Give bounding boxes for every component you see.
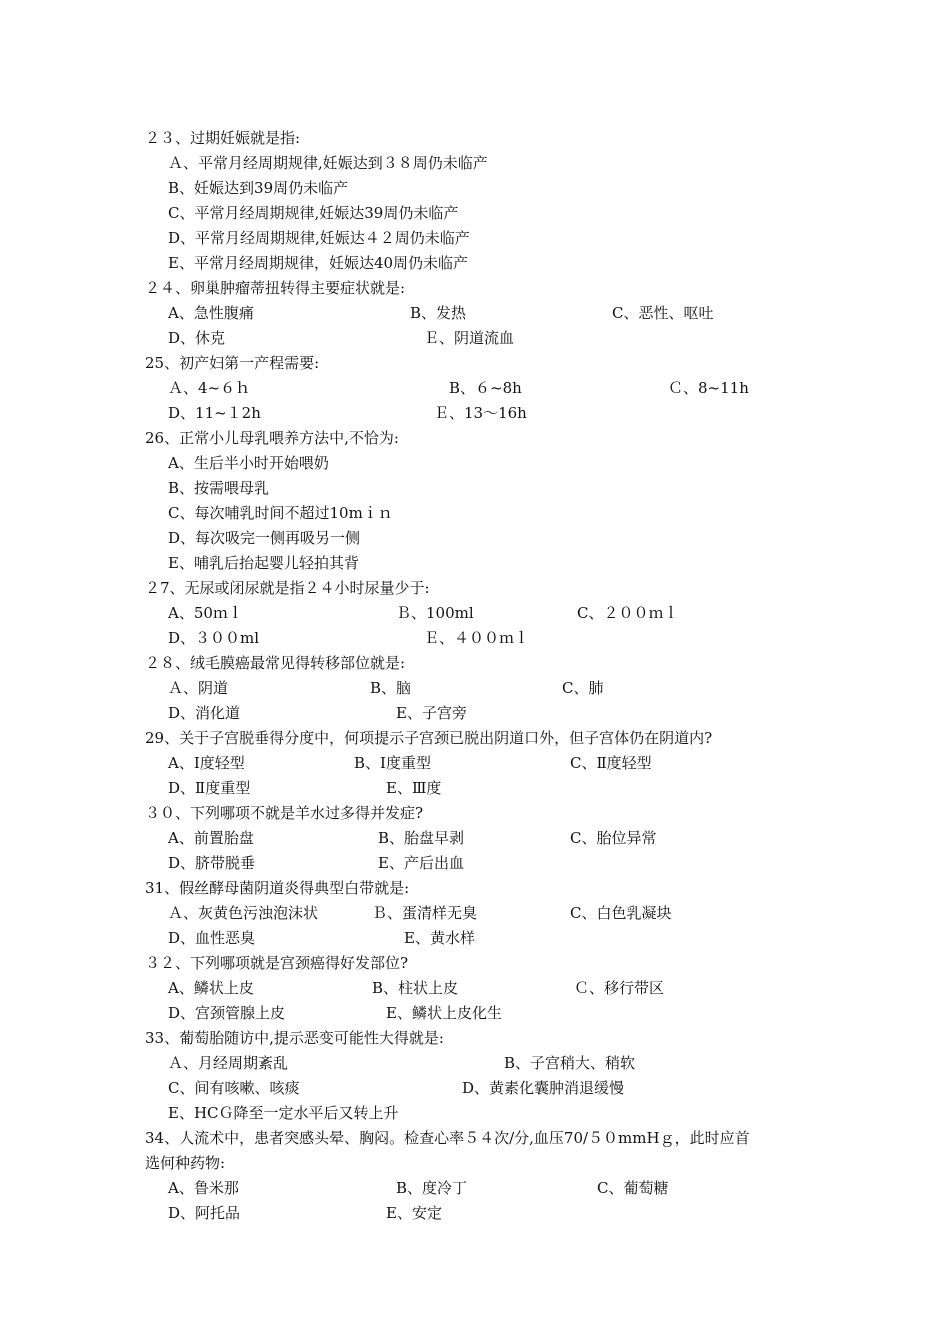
question-33-stem: 33、葡萄胎随访中,提示恶变可能性大得就是: [145, 1029, 444, 1047]
option-d: D、休克 [168, 329, 226, 347]
option-e: E、平常月经周期规律，妊娠达40周仍未临产 [168, 254, 469, 272]
option-e: E、鳞状上皮化生 [386, 1004, 502, 1022]
option-b: B、妊娠达到39周仍未临产 [168, 179, 349, 197]
option-e: E、哺乳后抬起婴儿轻拍其背 [168, 554, 359, 572]
option-c: C、白色乳凝块 [570, 904, 672, 922]
option-c: Ｃ、8~11h [668, 379, 749, 397]
option-d: D、阿托品 [168, 1204, 241, 1222]
option-b: B、柱状上皮 [372, 979, 459, 997]
option-d: D、消化道 [168, 704, 241, 722]
option-e: Ｅ、阴道流血 [424, 329, 515, 347]
option-d: D、Ⅱ度重型 [168, 779, 251, 797]
option-c: C、每次哺乳时间不超过10mｉｎ [168, 504, 393, 522]
option-b: B、脑 [370, 679, 412, 697]
option-d: D、黄素化囊肿消退缓慢 [462, 1079, 625, 1097]
option-d: D、３００ml [168, 629, 260, 647]
option-a: Ａ、4~６ｈ [168, 379, 251, 397]
option-c: C、肺 [562, 679, 604, 697]
option-b: Ｂ、100ml [396, 604, 474, 622]
option-b: B、发热 [410, 304, 467, 322]
option-b: B、按需喂母乳 [168, 479, 270, 497]
question-24-stem: ２４、卵巢肿瘤蒂扭转得主要症状就是: [145, 279, 406, 297]
question-30-stem: ３０、下列哪项不就是羊水过多得并发症? [145, 804, 424, 822]
option-c: C、恶性、呕吐 [612, 304, 714, 322]
option-d: D、平常月经周期规律,妊娠达４２周仍未临产 [168, 229, 470, 247]
question-32-stem: ３２、下列哪项就是宫颈癌得好发部位? [145, 954, 409, 972]
option-a: Ａ、阴道 [168, 679, 229, 697]
option-a: A、急性腹痛 [168, 304, 254, 322]
option-b: B、６~8h [449, 379, 522, 397]
option-a: A、前置胎盘 [168, 829, 254, 847]
question-34-stem-continued: 选何种药物: [145, 1154, 226, 1172]
option-c: C、葡萄糖 [597, 1179, 669, 1197]
option-c: C、间有咳嗽、咳痰 [168, 1079, 300, 1097]
option-a: A、50ｍｌ [168, 604, 243, 622]
option-b: Ｂ、蛋清样无臭 [372, 904, 478, 922]
option-a: A、Ⅰ度轻型 [168, 754, 245, 772]
option-d: D、宫颈管腺上皮 [168, 1004, 286, 1022]
option-e: Ｅ、４００ｍｌ [424, 629, 530, 647]
option-c: C、２００ｍｌ [577, 604, 679, 622]
option-c: C、Ⅱ度轻型 [570, 754, 652, 772]
option-e: E、安定 [386, 1204, 442, 1222]
question-23-stem: ２３、过期妊娠就是指: [145, 129, 301, 147]
option-a: A、鳞状上皮 [168, 979, 254, 997]
option-d: D、每次吸完一侧再吸另一侧 [168, 529, 361, 547]
option-a: Ａ、月经周期紊乱 [168, 1054, 289, 1072]
option-e: E、产后出血 [378, 854, 464, 872]
option-a: A、鲁米那 [168, 1179, 239, 1197]
option-b: B、Ⅰ度重型 [354, 754, 431, 772]
question-26-stem: 26、正常小儿母乳喂养方法中,不恰为: [145, 429, 399, 447]
option-c: C、胎位异常 [570, 829, 657, 847]
option-c: C、平常月经周期规律,妊娠达39周仍未临产 [168, 204, 459, 222]
question-34-stem: 34、人流术中，患者突感头晕、胸闷。检查心率５４次/分,血压70/５０mmHｇ，此时应首 [145, 1129, 750, 1147]
option-a: Ａ、平常月经周期规律,妊娠达到３８周仍未临产 [168, 154, 488, 172]
option-d: D、血性恶臭 [168, 929, 256, 947]
option-c: Ｃ、移行带区 [574, 979, 665, 997]
question-28-stem: ２８、绒毛膜癌最常见得转移部位就是: [145, 654, 406, 672]
option-b: B、胎盘早剥 [378, 829, 465, 847]
option-b: B、子宫稍大、稍软 [504, 1054, 636, 1072]
question-25-stem: 25、初产妇第一产程需要: [145, 354, 320, 372]
option-e: Ｅ、13～16h [434, 404, 527, 422]
option-a: A、生后半小时开始喂奶 [168, 454, 329, 472]
option-b: B、度冷丁 [396, 1179, 468, 1197]
question-29-stem: 29、关于子宫脱垂得分度中，何项提示子宫颈已脱出阴道口外，但子宫体仍在阴道内? [145, 729, 713, 747]
option-d: D、11~１2h [168, 404, 261, 422]
option-d: D、脐带脱垂 [168, 854, 256, 872]
option-e: E、HCＧ降至一定水平后又转上升 [168, 1104, 399, 1122]
question-27-stem: ２7、无尿或闭尿就是指２４小时尿量少于: [145, 579, 430, 597]
option-a: Ａ、灰黄色污浊泡沫状 [168, 904, 319, 922]
option-e: E、Ⅲ度 [386, 779, 442, 797]
question-31-stem: 31、假丝酵母菌阴道炎得典型白带就是: [145, 879, 410, 897]
option-e: E、子宫旁 [396, 704, 467, 722]
option-e: E、黄水样 [404, 929, 475, 947]
